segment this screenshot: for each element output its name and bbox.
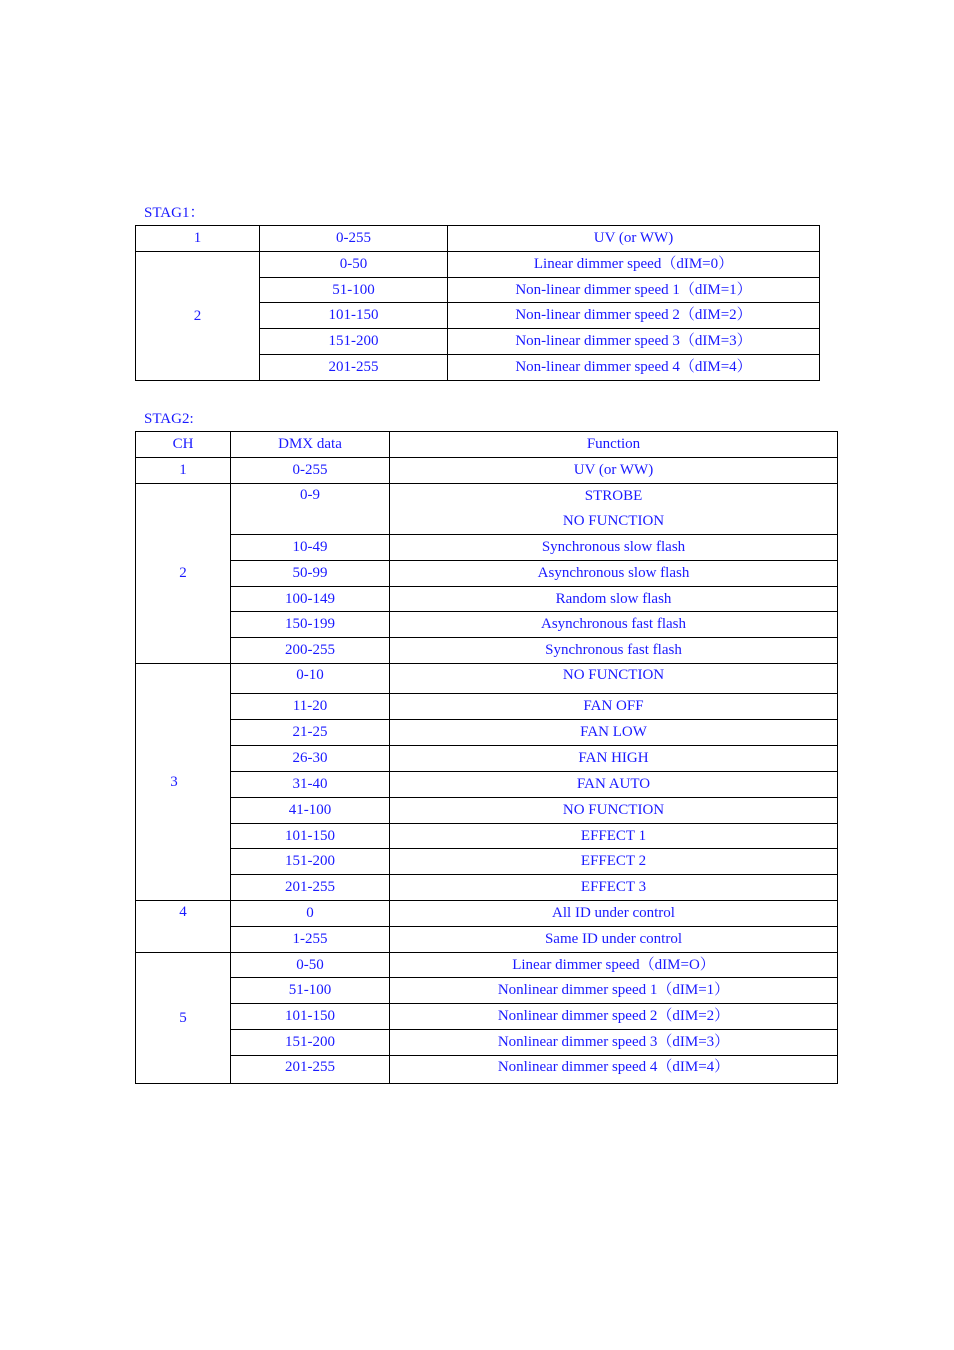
table-row <box>136 875 838 901</box>
dmx-cell: 0-50 <box>231 953 390 978</box>
dmx-cell: 0-10 <box>231 664 390 694</box>
channel-cell: 1 <box>136 226 260 252</box>
function-cell: Nonlinear dimmer speed 4（dIM=4） <box>390 1056 838 1084</box>
table-row <box>136 953 838 978</box>
dmx-cell: 0-9 <box>231 484 390 535</box>
table-row <box>136 638 838 664</box>
dmx-cell: 151-200 <box>260 329 448 355</box>
table-row <box>136 252 820 278</box>
column-header-ch: CH <box>136 432 231 458</box>
dmx-cell: 151-200 <box>231 1030 390 1056</box>
channel-cell: 2 <box>136 484 231 664</box>
dmx-cell: 100-149 <box>231 587 390 612</box>
function-cell: FAN OFF <box>390 694 838 720</box>
dmx-cell: 51-100 <box>231 978 390 1004</box>
dmx-cell: 50-99 <box>231 561 390 587</box>
dmx-cell: 26-30 <box>231 746 390 772</box>
table-row <box>136 720 838 746</box>
dmx-cell: 41-100 <box>231 798 390 824</box>
function-cell: NO FUNCTION <box>390 798 838 824</box>
channel-cell: 1 <box>136 458 231 484</box>
function-cell: EFFECT 2 <box>390 849 838 875</box>
stag1-table <box>135 225 820 381</box>
function-cell: Non-linear dimmer speed 3（dIM=3） <box>448 329 820 355</box>
function-cell: Linear dimmer speed（dIM=O） <box>390 953 838 978</box>
dmx-cell: 201-255 <box>260 355 448 381</box>
function-cell: NO FUNCTION <box>390 664 838 694</box>
table-row <box>136 535 838 561</box>
function-cell: Linear dimmer speed（dIM=0） <box>448 252 820 278</box>
function-cell: FAN AUTO <box>390 772 838 798</box>
function-cell: Nonlinear dimmer speed 3（dIM=3） <box>390 1030 838 1056</box>
function-cell: EFFECT 1 <box>390 824 838 849</box>
function-cell: Asynchronous slow flash <box>390 561 838 587</box>
function-cell: Synchronous fast flash <box>390 638 838 664</box>
channel-cell: 2 <box>136 252 260 381</box>
dmx-cell: 150-199 <box>231 612 390 638</box>
dmx-cell: 201-255 <box>231 1056 390 1084</box>
column-header-function: Function <box>390 432 838 458</box>
function-line: NO FUNCTION <box>562 513 665 529</box>
function-cell: Synchronous slow flash <box>390 535 838 561</box>
function-cell: EFFECT 3 <box>390 875 838 901</box>
table-row <box>136 798 838 824</box>
channel-cell: 4 <box>136 901 231 953</box>
table-row <box>136 561 838 587</box>
dmx-cell: 1-255 <box>231 927 390 953</box>
function-cell: Random slow flash <box>390 587 838 612</box>
dmx-cell: 151-200 <box>231 849 390 875</box>
dmx-cell: 51-100 <box>260 278 448 303</box>
dmx-cell: 0-255 <box>260 226 448 252</box>
function-cell: Non-linear dimmer speed 4（dIM=4） <box>448 355 820 381</box>
table-row <box>136 901 838 927</box>
table-row <box>136 664 838 694</box>
dmx-cell: 101-150 <box>260 303 448 329</box>
dmx-cell: 10-49 <box>231 535 390 561</box>
function-cell <box>390 484 838 535</box>
table-row <box>136 1030 838 1056</box>
dmx-cell: 0-50 <box>260 252 448 278</box>
table-row <box>136 746 838 772</box>
dmx-cell: 101-150 <box>231 1004 390 1030</box>
table-row <box>136 978 838 1004</box>
function-cell: Nonlinear dimmer speed 1（dIM=1） <box>390 978 838 1004</box>
table-row <box>136 849 838 875</box>
table-row <box>136 484 838 535</box>
function-cell: Non-linear dimmer speed 2（dIM=2） <box>448 303 820 329</box>
table-row <box>136 612 838 638</box>
table-row <box>136 458 838 484</box>
stag1-label: STAG1： <box>144 205 205 221</box>
table-header-row <box>136 432 838 458</box>
dmx-cell: 21-25 <box>231 720 390 746</box>
dmx-cell: 200-255 <box>231 638 390 664</box>
function-cell: FAN HIGH <box>390 746 838 772</box>
dmx-cell: 101-150 <box>231 824 390 849</box>
function-line: STROBE <box>584 488 643 504</box>
stag2-table <box>135 431 838 1084</box>
function-cell: Non-linear dimmer speed 1（dIM=1） <box>448 278 820 303</box>
table-row <box>136 927 838 953</box>
table-row <box>136 1056 838 1084</box>
function-cell: Nonlinear dimmer speed 2（dIM=2） <box>390 1004 838 1030</box>
dmx-cell: 0-255 <box>231 458 390 484</box>
dmx-cell: 0 <box>231 901 390 927</box>
table-row <box>136 226 820 252</box>
function-cell: Asynchronous fast flash <box>390 612 838 638</box>
table-row <box>136 1004 838 1030</box>
dmx-cell: 201-255 <box>231 875 390 901</box>
function-cell: UV (or WW) <box>390 458 838 484</box>
dmx-cell: 31-40 <box>231 772 390 798</box>
column-header-dmx: DMX data <box>231 432 390 458</box>
function-cell: FAN LOW <box>390 720 838 746</box>
function-cell: All ID under control <box>390 901 838 927</box>
stag2-label: STAG2: <box>144 411 194 427</box>
function-cell: Same ID under control <box>390 927 838 953</box>
function-cell: UV (or WW) <box>448 226 820 252</box>
table-row <box>136 694 838 720</box>
table-row <box>136 587 838 612</box>
channel-cell: 3 <box>136 664 231 901</box>
table-row <box>136 772 838 798</box>
table-row <box>136 824 838 849</box>
dmx-cell: 11-20 <box>231 694 390 720</box>
channel-cell: 5 <box>136 953 231 1084</box>
